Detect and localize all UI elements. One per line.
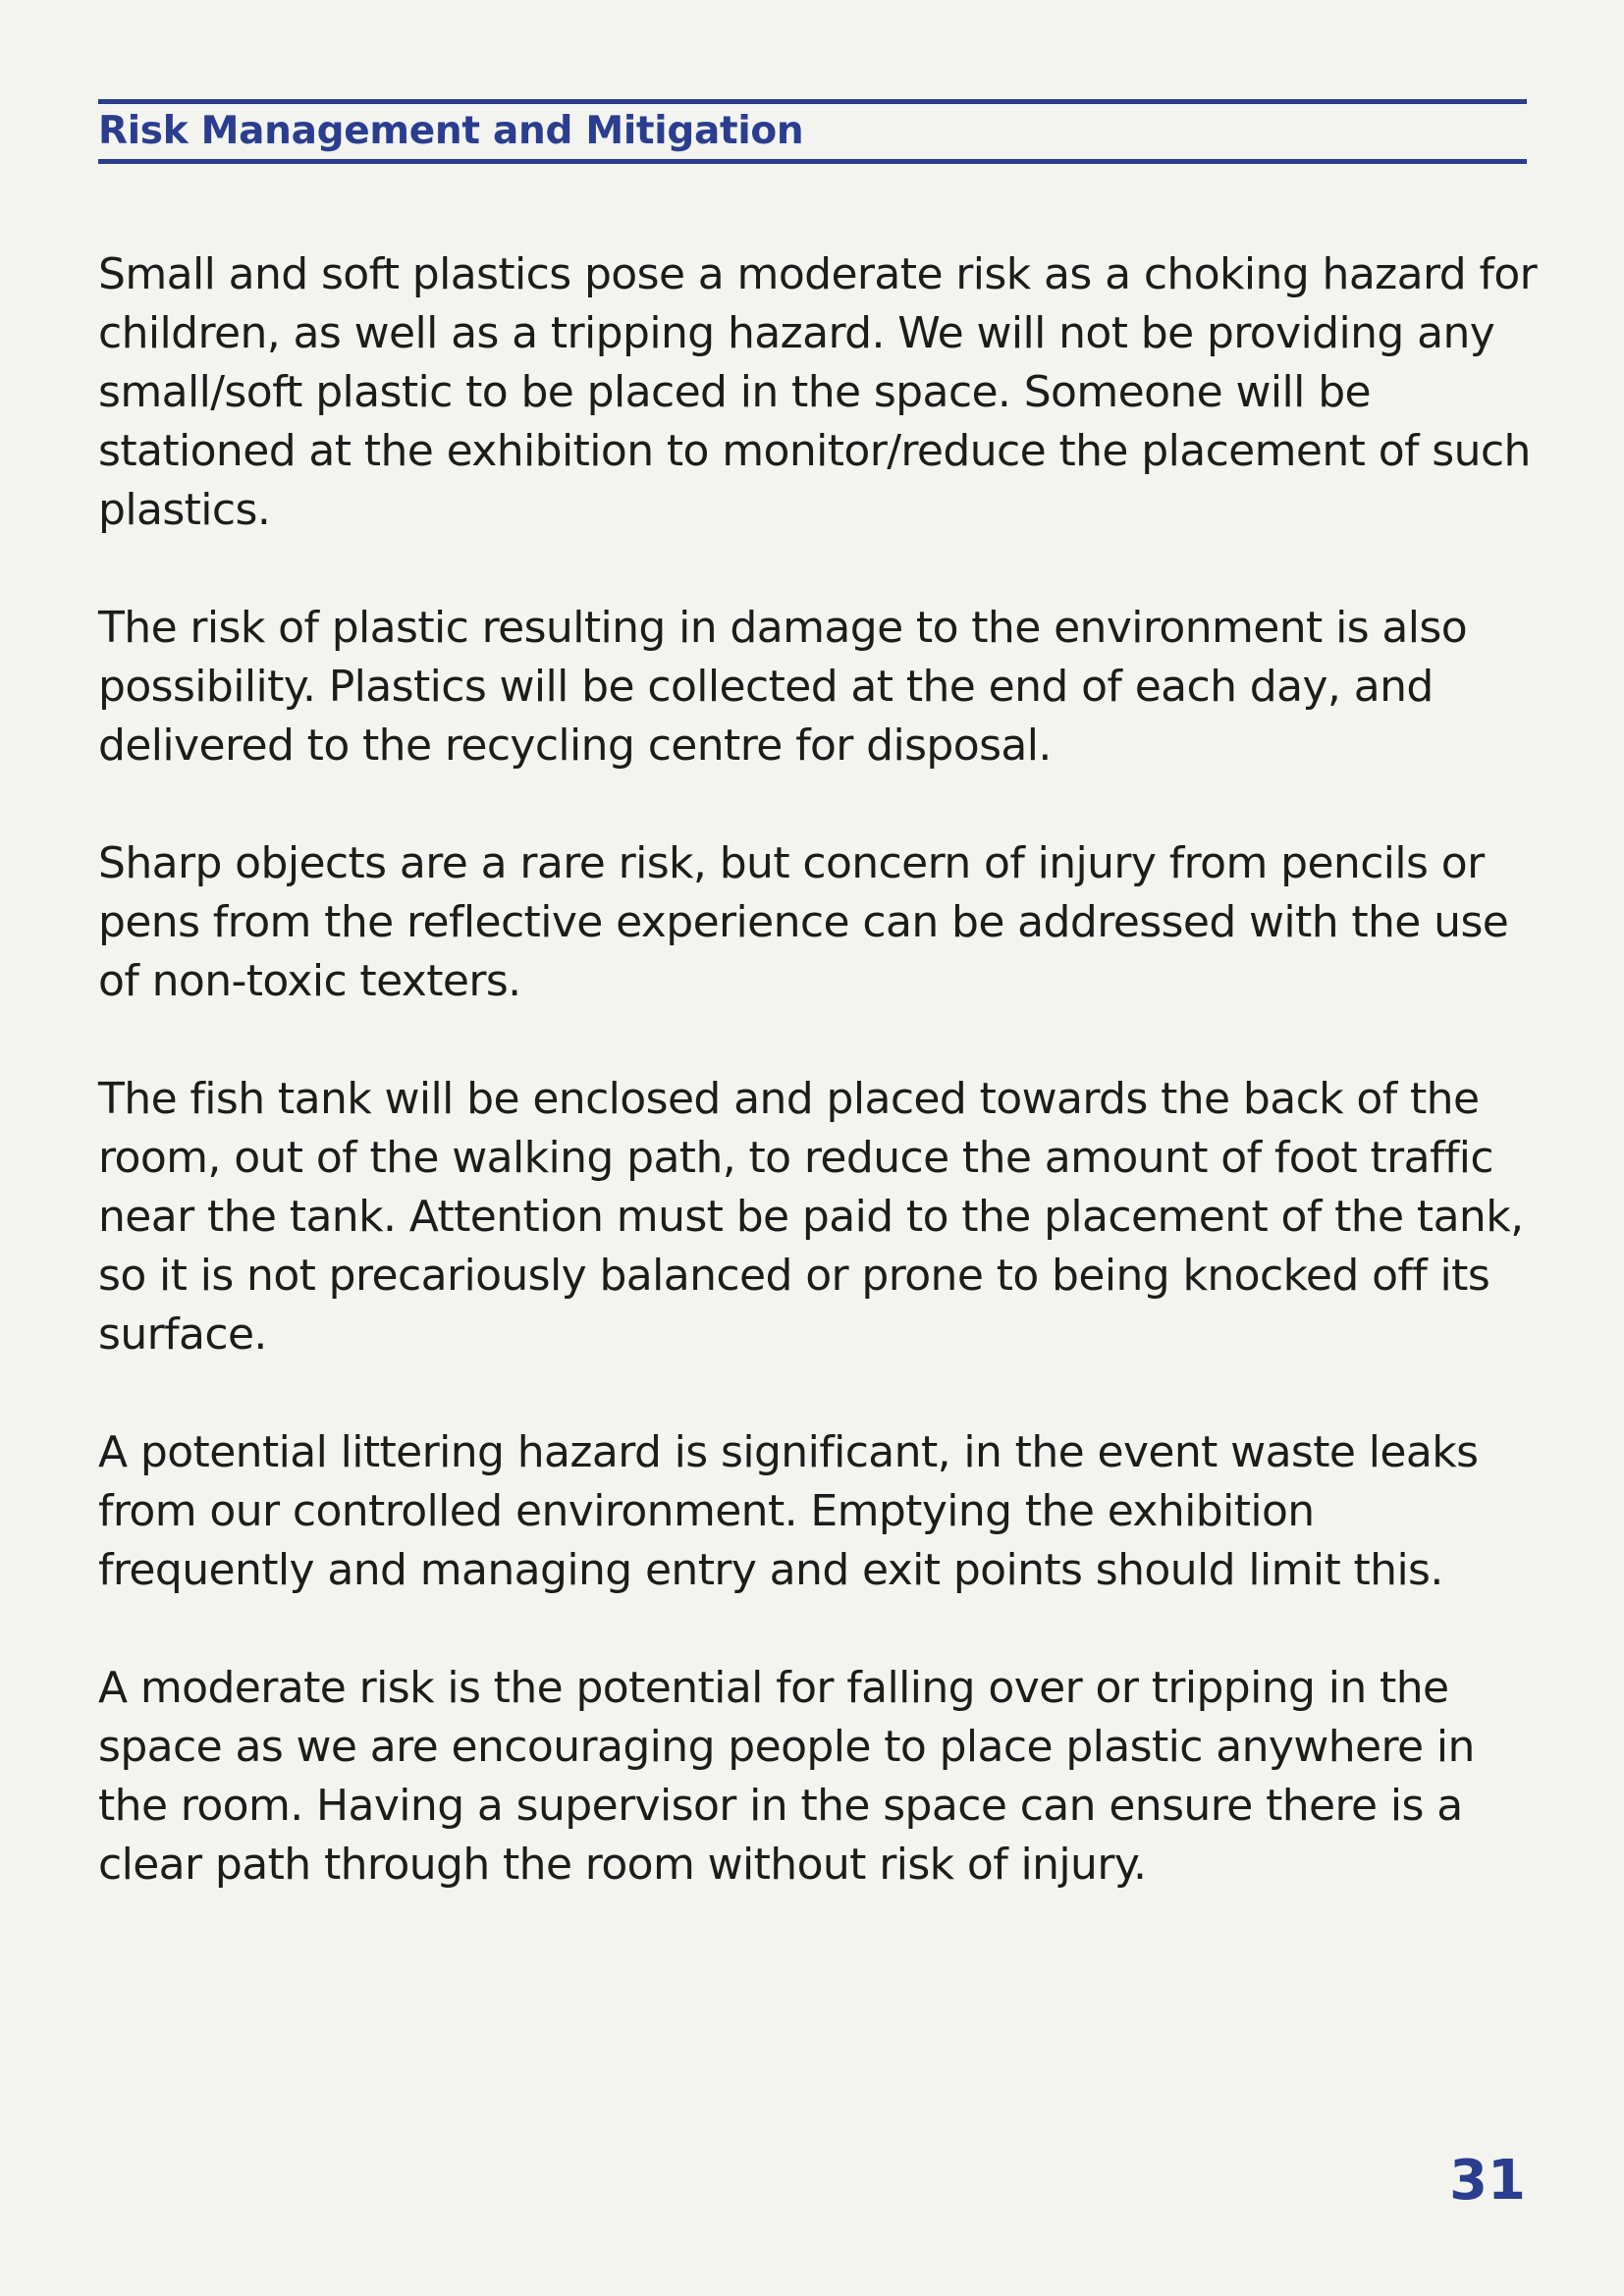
paragraph-choking-hazard: Small and soft plastics pose a moderate risk as a choking hazard for children, as well as a tripping hazard. We will not be providing any small/soft plastic to be placed in the space. Someone will be stationed at the exhibition to monitor/reduce the placement of such plastics. — [98, 249, 1538, 535]
heading-top-rule — [98, 99, 1527, 104]
paragraph-tripping-risk: A moderate risk is the potential for falling over or tripping in the space as we are encouraging people to place plastic anywhere in the room. Having a supervisor in the space can ensure there is a clear path through the room without risk of injury. — [98, 1663, 1475, 1890]
paragraph-fish-tank: The fish tank will be enclosed and placed towards the back of the room, out of the walking path, to reduce the amount of foot traffic near the tank. Attention must be paid to the placement of the tank, so it is not precariously balanced or prone to being knocked off its surface. — [98, 1074, 1524, 1360]
page-number: 31 — [1449, 2149, 1526, 2213]
paragraph-sharp-objects: Sharp objects are a rare risk, but concern of injury from pencils or pens from the reflective experience can be addressed with the use of non-toxic texters. — [98, 838, 1509, 1006]
heading-bottom-rule — [98, 159, 1527, 164]
paragraph-littering-hazard: A potential littering hazard is significant, in the event waste leaks from our controlled environment. Emptying the exhibition frequently and managing entry and exit points should limit this. — [98, 1427, 1479, 1595]
section-title: Risk Management and Mitigation — [98, 109, 804, 153]
body-text — [98, 245, 1542, 1953]
paragraph-environment-risk: The risk of plastic resulting in damage to the environment is also possibility. Plastics will be collected at the end of each day, and delivered to the recycling centre for disposal. — [98, 603, 1468, 771]
